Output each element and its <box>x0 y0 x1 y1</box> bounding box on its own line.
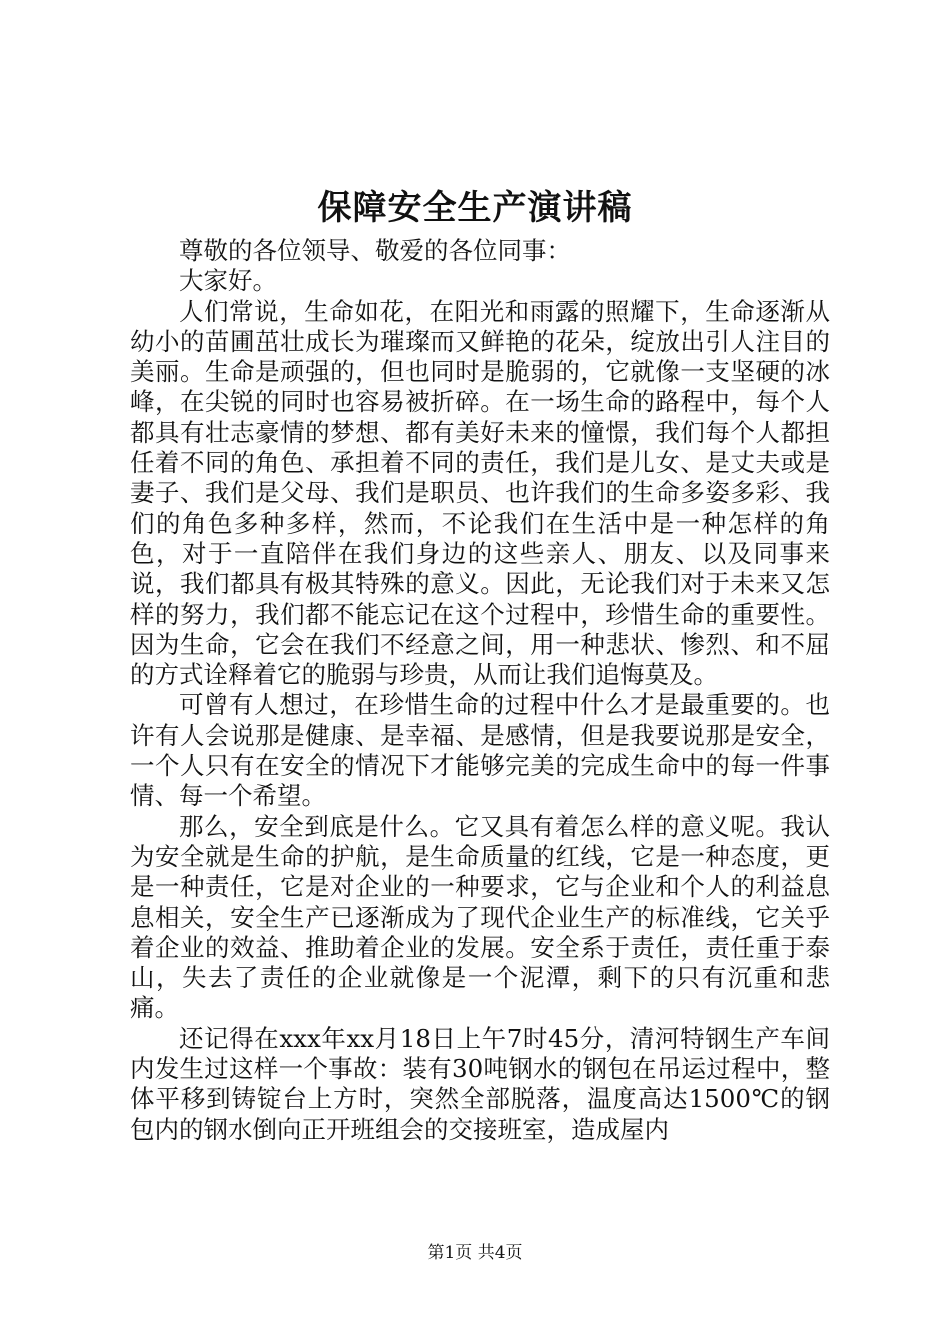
salutation: 尊敬的各位领导、敬爱的各位同事： <box>179 236 571 265</box>
paragraph: 还记得在xxx年xx月18日上午7时45分，清河特钢生产车间内发生过这样一个事故：装有30吨钢水的钢包在吊运过程中，整体平移到铸锭台上方时，突然全部脱落，温度高达1500℃的钢包内的钢水倒向正开班组会的交接班室，造成屋内 <box>130 1023 830 1144</box>
page-number-footer: 第1页 共4页 <box>427 1243 523 1263</box>
paragraph: 人们常说，生命如花，在阳光和雨露的照耀下，生命逐渐从幼小的苗圃茁壮成长为璀璨而又鲜艳的花朵，绽放出引人注目的美丽。生命是顽强的，但也同时是脆弱的，它就像一支坚硬的冰峰，在尖锐的同时也容易被折碎。在一场生命的路程中，每个人都具有壮志豪情的梦想、都有美好未来的憧憬，我们每个人都担任着不同的角色、承担着不同的责任，我们是儿女、是丈夫或是妻子、我们是父母、我们是职员、也许我们的生命多姿多彩、我们的角色多种多样，然而，不论我们在生活中是一种怎样的角色，对于一直陪伴在我们身边的这些亲人、朋友、以及同事来说，我们都具有极其特殊的意义。因此，无论我们对于未来又怎样的努力，我们都不能忘记在这个过程中，珍惜生命的重要性。因为生命，它会在我们不经意之间，用一种悲状、惨烈、和不屈的方式诠释着它的脆弱与珍贵，从而让我们追悔莫及。 <box>130 296 830 690</box>
document-body <box>130 236 830 1145</box>
greeting: 大家好。 <box>179 266 277 296</box>
paragraph: 可曾有人想过，在珍惜生命的过程中什么才是最重要的。也许有人会说那是健康、是幸福、是感情，但是我要说那是安全，一个人只有在安全的情况下才能够完美的完成生命中的每一件事情、每一个希望。 <box>130 690 830 811</box>
document-title: 保障安全生产演讲稿 <box>317 188 633 228</box>
paragraph: 那么，安全到底是什么。它又具有着怎么样的意义呢。我认为安全就是生命的护航，是生命质量的红线，它是一种态度，更是一种责任，它是对企业的一种要求，它与企业和个人的利益息息相关，安全生产已逐渐成为了现代企业生产的标准线，它关乎着企业的效益、推助着企业的发展。安全系于责任，责任重于泰山，失去了责任的企业就像是一个泥潭，剩下的只有沉重和悲痛。 <box>130 811 830 1023</box>
